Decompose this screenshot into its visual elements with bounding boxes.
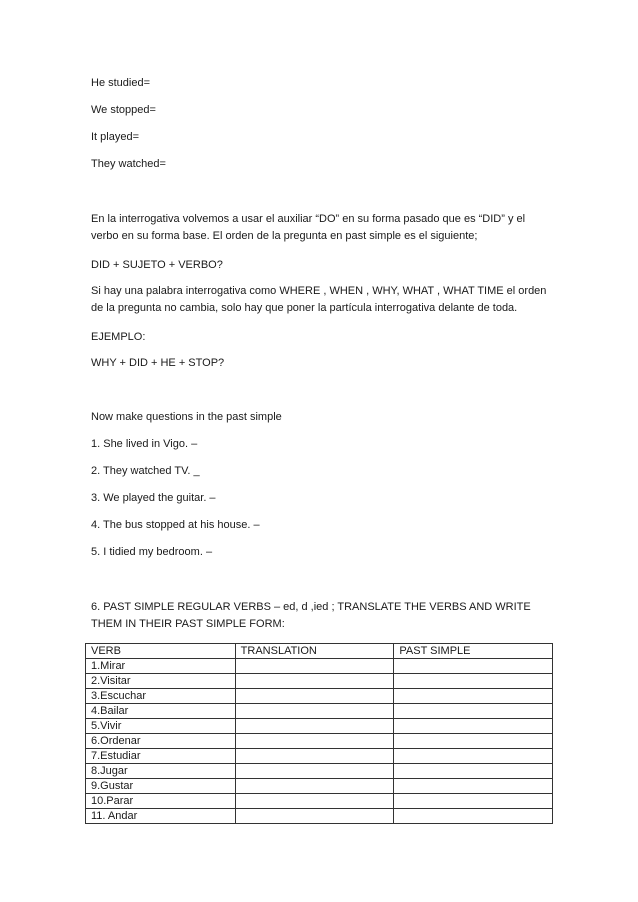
- verb-cell: 5.Vivir: [86, 719, 236, 734]
- example-formula: WHY + DID + HE + STOP?: [91, 357, 225, 369]
- past-simple-cell[interactable]: [394, 659, 553, 674]
- translation-cell[interactable]: [235, 689, 394, 704]
- question-item: 2. They watched TV. _: [91, 465, 200, 477]
- translation-cell[interactable]: [235, 809, 394, 824]
- past-form-line: He studied=: [91, 77, 151, 89]
- past-simple-cell[interactable]: [394, 764, 553, 779]
- question-item: 5. I tidied my bedroom. –: [91, 546, 213, 558]
- table-row: [86, 719, 553, 734]
- verb-cell: 7.Estudiar: [86, 749, 236, 764]
- table-row: [86, 704, 553, 719]
- header-past-simple: PAST SIMPLE: [394, 644, 553, 659]
- verb-cell: 1.Mirar: [86, 659, 236, 674]
- wh-question-rule: Si hay una palabra interrogativa como WHERE , WHEN , WHY, WHAT , WHAT TIME el orden de la pregunta no cambia, solo hay que poner la partícula interrogativa delante de toda.: [91, 285, 547, 314]
- table-row: [86, 734, 553, 749]
- translation-cell[interactable]: [235, 794, 394, 809]
- question-item: 3. We played the guitar. –: [91, 492, 216, 504]
- header-verb: VERB: [86, 644, 236, 659]
- past-form-line: We stopped=: [91, 104, 156, 116]
- table-row: [86, 674, 553, 689]
- table-row: [86, 659, 553, 674]
- verb-cell: 3.Escuchar: [86, 689, 236, 704]
- verbs-table: [85, 643, 553, 824]
- questions-instruction: Now make questions in the past simple: [91, 411, 282, 423]
- translation-cell[interactable]: [235, 704, 394, 719]
- translation-cell[interactable]: [235, 659, 394, 674]
- translation-cell[interactable]: [235, 674, 394, 689]
- past-simple-cell[interactable]: [394, 674, 553, 689]
- past-simple-cell[interactable]: [394, 749, 553, 764]
- translation-cell[interactable]: [235, 779, 394, 794]
- past-form-line: It played=: [91, 131, 140, 143]
- question-item: 4. The bus stopped at his house. –: [91, 519, 260, 531]
- verb-cell: 2.Visitar: [86, 674, 236, 689]
- verb-cell: 9.Gustar: [86, 779, 236, 794]
- table-row: [86, 794, 553, 809]
- past-simple-cell[interactable]: [394, 689, 553, 704]
- past-form-line: They watched=: [91, 158, 166, 170]
- table-row: [86, 749, 553, 764]
- past-simple-cell[interactable]: [394, 809, 553, 824]
- verb-cell: 10.Parar: [86, 794, 236, 809]
- table-row: [86, 779, 553, 794]
- question-item: 1. She lived in Vigo. –: [91, 438, 198, 450]
- translation-cell[interactable]: [235, 764, 394, 779]
- past-simple-cell[interactable]: [394, 734, 553, 749]
- verb-cell: 6.Ordenar: [86, 734, 236, 749]
- verbs-instruction: 6. PAST SIMPLE REGULAR VERBS – ed, d ,ied ; TRANSLATE THE VERBS AND WRITE THEM IN THEIR PAST SIMPLE FORM:: [91, 601, 531, 630]
- table-row: [86, 809, 553, 824]
- verb-cell: 11. Andar: [86, 809, 236, 824]
- past-simple-cell[interactable]: [394, 719, 553, 734]
- past-simple-cell[interactable]: [394, 704, 553, 719]
- translation-cell[interactable]: [235, 749, 394, 764]
- verb-cell: 8.Jugar: [86, 764, 236, 779]
- question-formula: DID + SUJETO + VERBO?: [91, 259, 223, 271]
- table-header-row: [86, 644, 553, 659]
- past-simple-cell[interactable]: [394, 794, 553, 809]
- table-row: [86, 689, 553, 704]
- translation-cell[interactable]: [235, 734, 394, 749]
- example-label: EJEMPLO:: [91, 331, 146, 343]
- past-simple-cell[interactable]: [394, 779, 553, 794]
- interrogative-explanation: En la interrogativa volvemos a usar el auxiliar “DO” en su forma pasado que es “DID” y el verbo en su forma base. El orden de la pregunta en past simple es el siguiente;: [91, 213, 526, 242]
- table-row: [86, 764, 553, 779]
- verb-cell: 4.Bailar: [86, 704, 236, 719]
- header-translation: TRANSLATION: [235, 644, 394, 659]
- translation-cell[interactable]: [235, 719, 394, 734]
